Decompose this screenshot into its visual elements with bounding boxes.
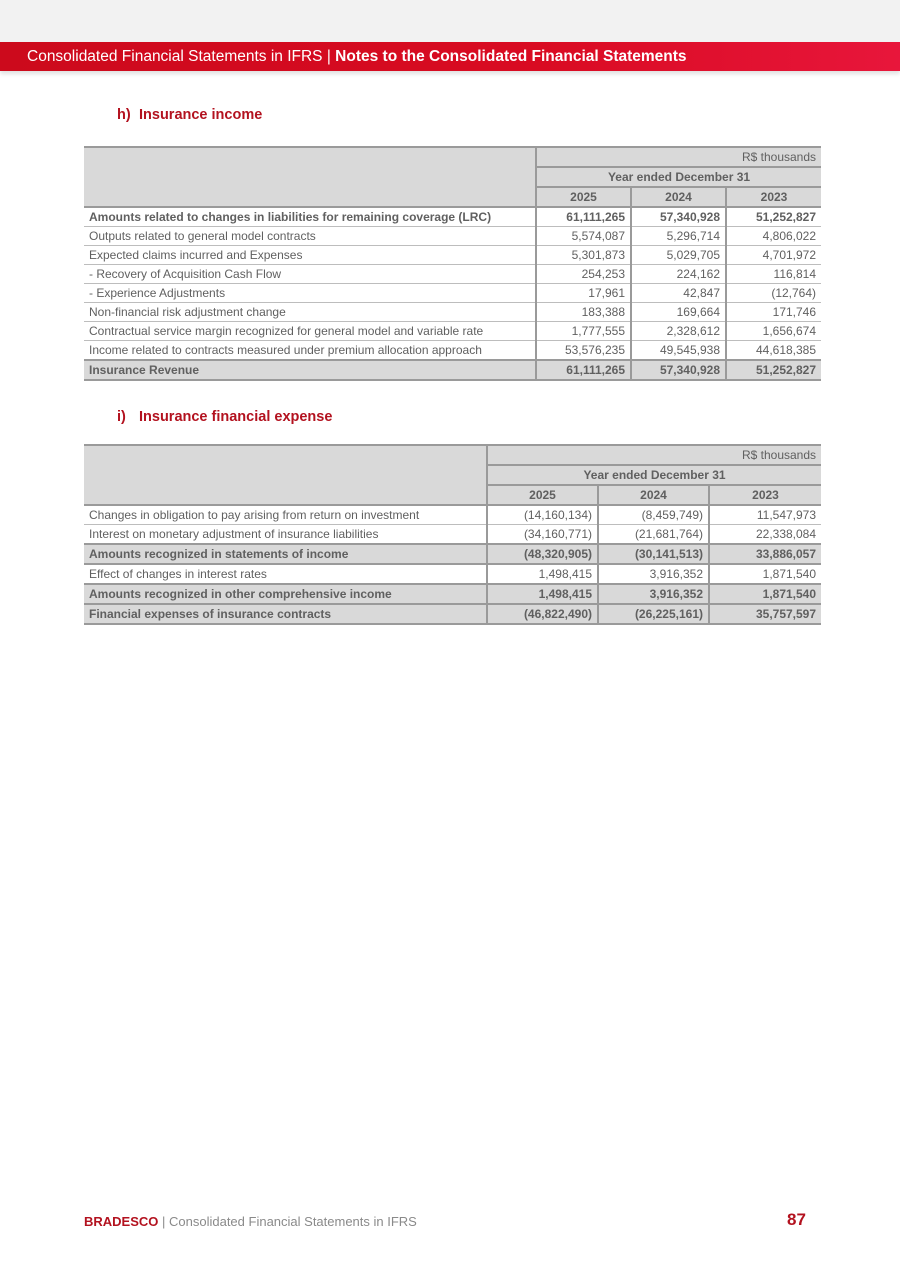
cell-2023: 4,806,022 xyxy=(726,227,821,246)
header-title: Notes to the Consolidated Financial Statements xyxy=(335,48,687,65)
top-band xyxy=(0,0,900,42)
cell-2024: 5,296,714 xyxy=(631,227,726,246)
row-label: Interest on monetary adjustment of insurance liabilities xyxy=(84,525,487,545)
header-prefix: Consolidated Financial Statements in IFRS | xyxy=(27,48,336,65)
cell-2023: 171,746 xyxy=(726,303,821,322)
cell-2024: (26,225,161) xyxy=(598,604,709,624)
cell-2024: 42,847 xyxy=(631,284,726,303)
cell-2023: 35,757,597 xyxy=(709,604,821,624)
cell-2023: 51,252,827 xyxy=(726,207,821,227)
period-label: Year ended December 31 xyxy=(487,465,821,485)
units-label: R$ thousands xyxy=(536,147,821,167)
cell-2025: (46,822,490) xyxy=(487,604,598,624)
year-header: 2023 xyxy=(726,187,821,207)
cell-2025: (14,160,134) xyxy=(487,505,598,525)
table-row xyxy=(84,322,821,341)
cell-2025: 1,498,415 xyxy=(487,584,598,604)
year-header: 2025 xyxy=(487,485,598,505)
cell-2025: 17,961 xyxy=(536,284,631,303)
cell-2023: 116,814 xyxy=(726,265,821,284)
cell-2024: 3,916,352 xyxy=(598,584,709,604)
subtotal-row xyxy=(84,544,821,564)
header-bar xyxy=(0,42,900,71)
cell-2024: 57,340,928 xyxy=(631,207,726,227)
section-h-letter: h) xyxy=(117,107,131,123)
insurance-financial-expense-table xyxy=(84,444,821,625)
cell-2023: 51,252,827 xyxy=(726,360,821,380)
table-row xyxy=(84,207,821,227)
row-label: Outputs related to general model contracts xyxy=(84,227,536,246)
cell-2025: 5,574,087 xyxy=(536,227,631,246)
cell-2023: 11,547,973 xyxy=(709,505,821,525)
row-label: - Recovery of Acquisition Cash Flow xyxy=(84,265,536,284)
row-label: Amounts related to changes in liabilities for remaining coverage (LRC) xyxy=(84,207,536,227)
table-row xyxy=(84,564,821,584)
section-i-heading: Insurance financial expense xyxy=(139,409,333,425)
cell-2024: 3,916,352 xyxy=(598,564,709,584)
cell-2024: 49,545,938 xyxy=(631,341,726,361)
cell-2023: 1,656,674 xyxy=(726,322,821,341)
units-label: R$ thousands xyxy=(487,445,821,465)
row-label: Changes in obligation to pay arising from return on investment xyxy=(84,505,487,525)
section-i-title xyxy=(117,409,332,425)
cell-2023: 33,886,057 xyxy=(709,544,821,564)
cell-2024: (30,141,513) xyxy=(598,544,709,564)
table-row xyxy=(84,265,821,284)
cell-2023: 4,701,972 xyxy=(726,246,821,265)
section-h-title xyxy=(117,107,262,123)
cell-2023: 1,871,540 xyxy=(709,564,821,584)
cell-2024: (8,459,749) xyxy=(598,505,709,525)
cell-2024: 169,664 xyxy=(631,303,726,322)
table-row xyxy=(84,525,821,545)
cell-2025: 53,576,235 xyxy=(536,341,631,361)
cell-2025: 183,388 xyxy=(536,303,631,322)
table-row xyxy=(84,246,821,265)
cell-2023: (12,764) xyxy=(726,284,821,303)
table-row xyxy=(84,505,821,525)
footer xyxy=(84,1214,417,1229)
cell-2024: 5,029,705 xyxy=(631,246,726,265)
year-header: 2023 xyxy=(709,485,821,505)
insurance-income-table xyxy=(84,146,821,381)
row-label: Financial expenses of insurance contracts xyxy=(84,604,487,624)
cell-2023: 44,618,385 xyxy=(726,341,821,361)
year-header: 2025 xyxy=(536,187,631,207)
row-label: Effect of changes in interest rates xyxy=(84,564,487,584)
row-label: Amounts recognized in other comprehensive income xyxy=(84,584,487,604)
section-i-letter: i) xyxy=(117,409,126,425)
cell-2025: 61,111,265 xyxy=(536,360,631,380)
footer-brand: BRADESCO xyxy=(84,1214,159,1229)
cell-2025: 5,301,873 xyxy=(536,246,631,265)
footer-text: | Consolidated Financial Statements in IFRS xyxy=(158,1214,417,1229)
period-label: Year ended December 31 xyxy=(536,167,821,187)
year-header: 2024 xyxy=(598,485,709,505)
cell-2024: 224,162 xyxy=(631,265,726,284)
row-label: Insurance Revenue xyxy=(84,360,536,380)
total-row xyxy=(84,360,821,380)
total-row xyxy=(84,604,821,624)
page-number: 87 xyxy=(787,1210,806,1229)
row-label: Contractual service margin recognized for general model and variable rate xyxy=(84,322,536,341)
table-row xyxy=(84,227,821,246)
cell-2025: 1,498,415 xyxy=(487,564,598,584)
cell-2025: 61,111,265 xyxy=(536,207,631,227)
cell-2024: (21,681,764) xyxy=(598,525,709,545)
row-label: Non-financial risk adjustment change xyxy=(84,303,536,322)
section-h-heading: Insurance income xyxy=(139,107,263,123)
cell-2023: 1,871,540 xyxy=(709,584,821,604)
table-row xyxy=(84,284,821,303)
cell-2025: (34,160,771) xyxy=(487,525,598,545)
subtotal-row xyxy=(84,584,821,604)
row-label: Amounts recognized in statements of income xyxy=(84,544,487,564)
table-row xyxy=(84,341,821,361)
year-header: 2024 xyxy=(631,187,726,207)
row-label: - Experience Adjustments xyxy=(84,284,536,303)
cell-2023: 22,338,084 xyxy=(709,525,821,545)
table-corner xyxy=(84,147,536,207)
cell-2025: 254,253 xyxy=(536,265,631,284)
cell-2024: 2,328,612 xyxy=(631,322,726,341)
table-row xyxy=(84,303,821,322)
row-label: Expected claims incurred and Expenses xyxy=(84,246,536,265)
table-corner xyxy=(84,445,487,505)
cell-2025: (48,320,905) xyxy=(487,544,598,564)
row-label: Income related to contracts measured under premium allocation approach xyxy=(84,341,536,361)
cell-2024: 57,340,928 xyxy=(631,360,726,380)
cell-2025: 1,777,555 xyxy=(536,322,631,341)
